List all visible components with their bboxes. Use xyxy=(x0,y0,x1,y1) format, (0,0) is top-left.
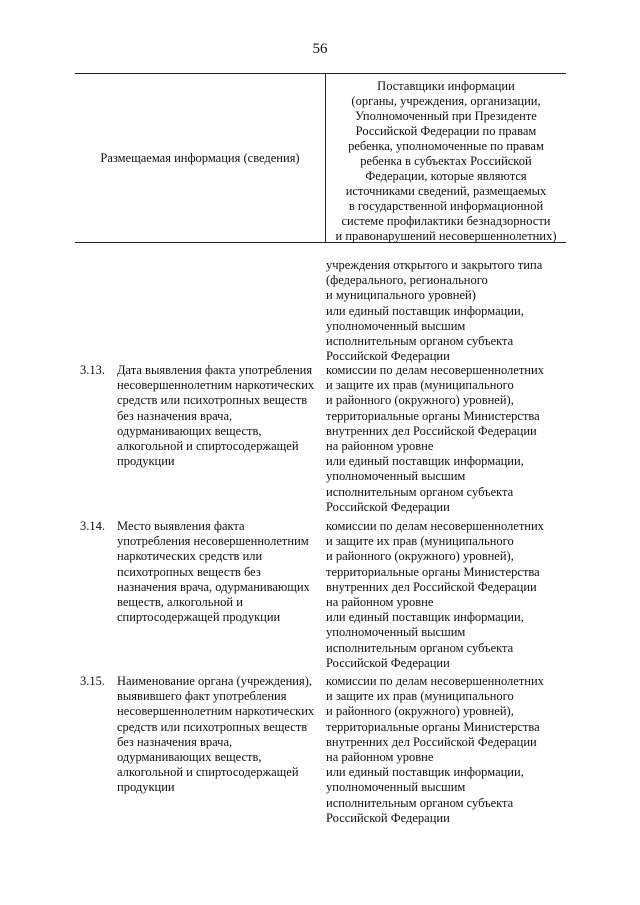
row-info-cell xyxy=(117,674,322,796)
provider-line: уполномоченный высшим xyxy=(326,780,466,795)
provider-line: территориальные органы Министерства xyxy=(326,408,540,423)
row-provider-cell xyxy=(326,674,571,826)
provider-line: на районном уровне xyxy=(326,439,434,454)
header-provider-line: системе профилактики безнадзорности xyxy=(341,214,551,228)
continuation-line: Российской Федерации xyxy=(326,349,450,364)
header-provider-line: в государственной информационной xyxy=(348,199,544,213)
info-line: Место выявления факта xyxy=(117,519,245,533)
provider-line: Российской Федерации xyxy=(326,499,450,514)
provider-line: исполнительным органом субъекта xyxy=(326,640,514,655)
info-line: средств или психотропных веществ xyxy=(117,719,308,734)
info-line: продукции xyxy=(117,454,175,469)
provider-line: исполнительным органом субъекта xyxy=(326,795,514,810)
info-line: средств или психотропных веществ xyxy=(117,393,308,408)
provider-line: или единый поставщик информации, xyxy=(326,610,524,625)
info-line: несовершеннолетним наркотических xyxy=(117,378,315,393)
table-header xyxy=(75,73,566,243)
continuation-line: учреждения открытого и закрытого типа xyxy=(326,258,543,272)
row-number: 3.13. xyxy=(80,363,105,377)
header-provider-line: и правонарушений несовершеннолетних) xyxy=(335,229,557,243)
continuation-line: (федерального, регионального xyxy=(326,273,488,288)
info-line: одурманивающих веществ, xyxy=(117,423,262,438)
row-provider-cell xyxy=(326,363,571,515)
header-info-column xyxy=(75,74,325,242)
info-line: наркотических средств или xyxy=(117,549,263,564)
header-info-label: Размещаемая информация (сведения) xyxy=(100,150,300,165)
row-number: 3.15. xyxy=(80,674,105,688)
provider-line: внутренних дел Российской Федерации xyxy=(326,579,537,594)
provider-line: комиссии по делам несовершеннолетних xyxy=(326,519,544,533)
info-line: без назначения врача, xyxy=(117,408,233,423)
info-line: без назначения врача, xyxy=(117,734,233,749)
header-provider-line: источниками сведений, размещаемых xyxy=(345,184,547,198)
continuation-provider-cell xyxy=(326,258,571,364)
provider-line: и защите их прав (муниципального xyxy=(326,689,514,704)
info-line: употребления несовершеннолетним xyxy=(117,534,309,549)
info-line: несовершеннолетним наркотических xyxy=(117,704,315,719)
info-line: спиртосодержащей продукции xyxy=(117,610,281,625)
header-provider-line: Федерации, которые являются xyxy=(365,169,527,183)
header-provider-line: Уполномоченный при Президенте xyxy=(355,109,537,123)
provider-line: территориальные органы Министерства xyxy=(326,719,540,734)
provider-line: и районного (окружного) уровней), xyxy=(326,549,514,564)
header-provider-line: (органы, учреждения, организации, xyxy=(351,94,541,108)
provider-line: комиссии по делам несовершеннолетних xyxy=(326,363,544,377)
row-provider-cell xyxy=(326,519,571,671)
provider-line: на районном уровне xyxy=(326,750,434,765)
provider-line: и районного (окружного) уровней), xyxy=(326,393,514,408)
provider-line: и защите их прав (муниципального xyxy=(326,534,514,549)
info-line: алкогольной и спиртосодержащей xyxy=(117,439,299,454)
continuation-line: или единый поставщик информации, xyxy=(326,303,524,318)
provider-line: Российской Федерации xyxy=(326,655,450,670)
header-provider-line: Российской Федерации по правам xyxy=(355,124,537,138)
provider-line: внутренних дел Российской Федерации xyxy=(326,734,537,749)
info-line: Наименование органа (учреждения), xyxy=(117,674,312,688)
info-line: веществ, алкогольной и xyxy=(117,595,243,610)
provider-line: комиссии по делам несовершеннолетних xyxy=(326,674,544,688)
info-line: Дата выявления факта употребления xyxy=(117,363,313,377)
row-number: 3.14. xyxy=(80,519,105,533)
row-info-cell xyxy=(117,519,322,625)
info-line: выявившего факт употребления xyxy=(117,689,287,704)
row-info-cell xyxy=(117,363,322,469)
info-line: одурманивающих веществ, xyxy=(117,750,262,765)
header-provider-column xyxy=(326,79,566,244)
continuation-line: уполномоченный высшим xyxy=(326,318,466,333)
info-line: продукции xyxy=(117,780,175,795)
header-provider-line: ребенка, уполномоченные по правам xyxy=(348,139,544,153)
provider-line: или единый поставщик информации, xyxy=(326,765,524,780)
info-line: назначения врача, одурманивающих xyxy=(117,579,310,594)
continuation-line: и муниципального уровней) xyxy=(326,288,476,303)
provider-line: уполномоченный высшим xyxy=(326,469,466,484)
provider-line: и защите их прав (муниципального xyxy=(326,378,514,393)
provider-line: Российской Федерации xyxy=(326,810,450,825)
continuation-line: исполнительным органом субъекта xyxy=(326,334,514,349)
provider-line: территориальные органы Министерства xyxy=(326,564,540,579)
header-provider-line: Поставщики информации xyxy=(377,79,515,93)
page-number: 56 xyxy=(312,41,328,57)
info-line: психотропных веществ без xyxy=(117,564,261,579)
provider-line: исполнительным органом субъекта xyxy=(326,484,514,499)
provider-line: уполномоченный высшим xyxy=(326,625,466,640)
info-line: алкогольной и спиртосодержащей xyxy=(117,765,299,780)
provider-line: и районного (окружного) уровней), xyxy=(326,704,514,719)
provider-line: на районном уровне xyxy=(326,595,434,610)
header-provider-line: ребенка в субъектах Российской xyxy=(360,154,532,168)
provider-line: внутренних дел Российской Федерации xyxy=(326,423,537,438)
provider-line: или единый поставщик информации, xyxy=(326,454,524,469)
